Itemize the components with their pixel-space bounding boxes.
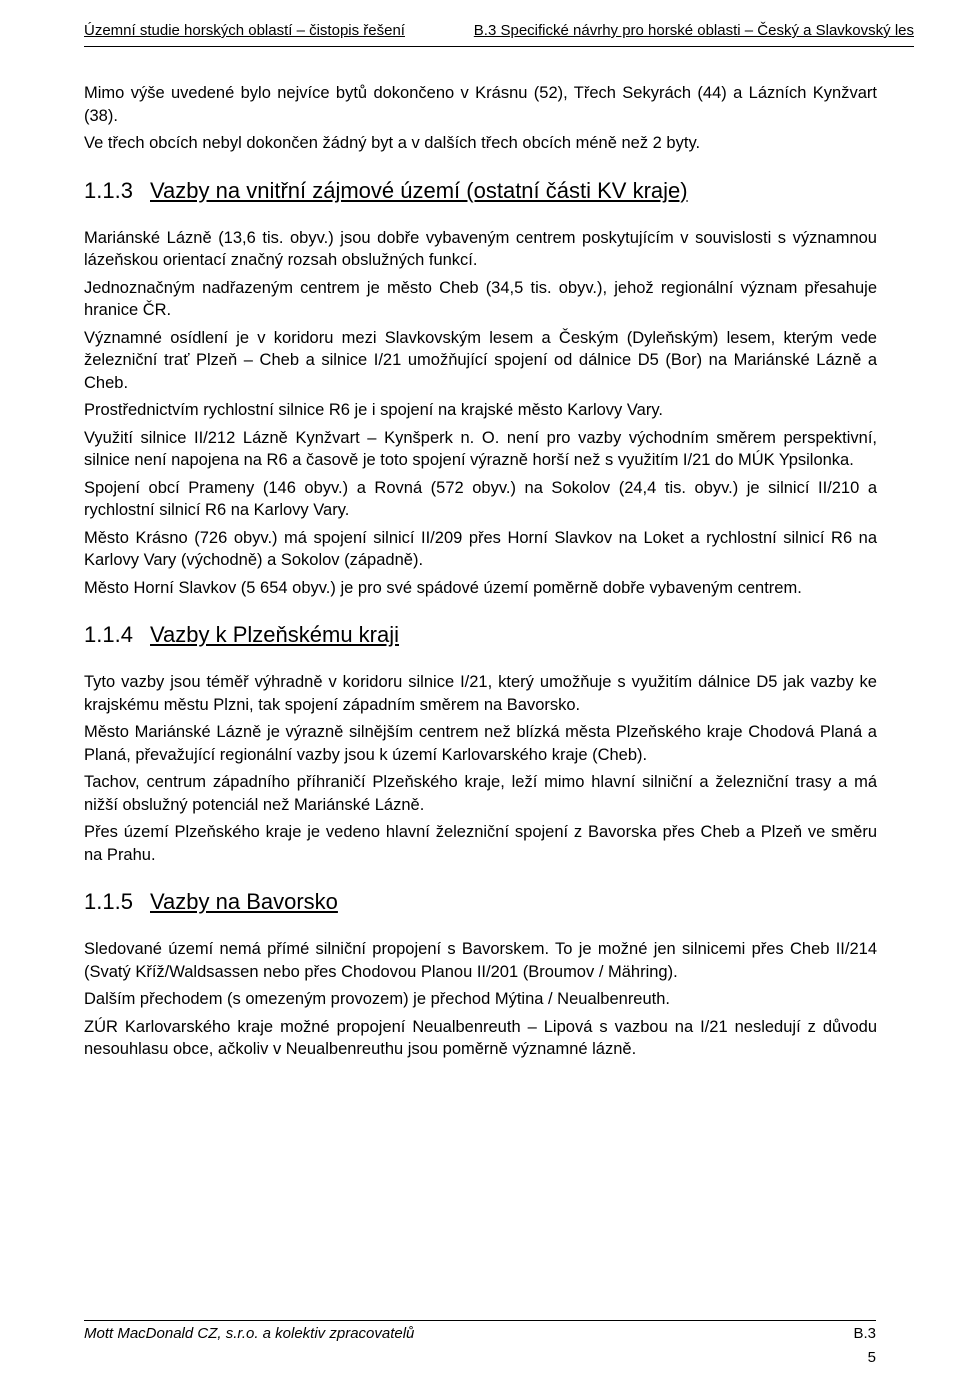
paragraph: Jednoznačným nadřazeným centrem je město Cheb (34,5 tis. obyv.), jehož regionální význam přesahuje hranice ČR. bbox=[84, 278, 877, 319]
paragraph: Dalším přechodem (s omezeným provozem) je přechod Mýtina / Neualbenreuth. bbox=[84, 990, 671, 1008]
section-heading-1-1-4 bbox=[84, 621, 877, 649]
header-left-title: Územní studie horských oblastí – čistopis řešení bbox=[84, 22, 405, 39]
main-content bbox=[84, 82, 877, 1066]
paragraph: Mimo výše uvedené bylo nejvíce bytů dokončeno v Krásnu (52), Třech Sekyrách (44) a Lázních Kynžvart (38). bbox=[84, 84, 877, 125]
section-heading-1-1-5 bbox=[84, 888, 877, 916]
header-divider bbox=[84, 46, 914, 47]
paragraph: Prostřednictvím rychlostní silnice R6 je i spojení na krajské město Karlovy Vary. bbox=[84, 401, 663, 419]
paragraph: Mariánské Lázně (13,6 tis. obyv.) jsou dobře vybaveným centrem poskytujícím v souvislosti s významnou lázeňskou orientací značný rozsah obslužných funkcí. bbox=[84, 228, 877, 269]
paragraph: Využití silnice II/212 Lázně Kynžvart – Kynšperk n. O. není pro vazby východním směrem perspektivní, silnice není napojena na R6 a časově je toto spojení výrazně horší než s využitím I/21 do MÚK Ypsilonka. bbox=[84, 428, 877, 469]
paragraph: ZÚR Karlovarského kraje možné propojení Neualbenreuth – Lipová s vazbou na I/21 nesledují z důvodu nesouhlasu obce, ačkoliv v Neualbenreuthu jsou poměrně významné lázně. bbox=[84, 1017, 877, 1058]
section-heading-1-1-3 bbox=[84, 177, 877, 205]
section-number: 1.1.3 bbox=[84, 177, 133, 203]
paragraph: Tyto vazby jsou téměř výhradně v koridoru silnice I/21, který umožňuje s využitím dálnice D5 jak vazby ke krajskému městu Plzni, tak spojení západním směrem na Bavorsko. bbox=[84, 673, 877, 714]
paragraph: Spojení obcí Prameny (146 obyv.) a Rovná (572 obyv.) na Sokolov (24,4 tis. obyv.) je silnicí II/210 a rychlostní silnicí R6 na Karlovy Vary. bbox=[84, 478, 877, 519]
paragraph: Město Horní Slavkov (5 654 obyv.) je pro své spádové území poměrně dobře vybaveným centrem. bbox=[84, 578, 802, 597]
section-title: Vazby na vnitřní zájmové území (ostatní části KV kraje) bbox=[150, 177, 688, 203]
page-number: 5 bbox=[867, 1349, 876, 1366]
running-header bbox=[84, 20, 914, 44]
footer-divider bbox=[84, 1320, 876, 1321]
paragraph: Ve třech obcích nebyl dokončen žádný byt a v dalších třech obcích méně než 2 byty. bbox=[84, 134, 701, 152]
header-right-title: B.3 Specifické návrhy pro horské oblasti – Český a Slavkovský les bbox=[473, 22, 914, 39]
section-number: 1.1.4 bbox=[84, 622, 133, 647]
paragraph: Tachov, centrum západního příhraničí Plzeňského kraje, leží mimo hlavní silniční a železniční trasy a má nižší obslužný potenciál než Mariánské Lázně. bbox=[84, 773, 877, 814]
paragraph: Významné osídlení je v koridoru mezi Slavkovským lesem a Českým (Dyleňským) lesem, kterým vede železniční trať Plzeň – Cheb a silnice I/21 umožňující spojení od dálnice D5 (Bor) na Mariánské Lázně a Cheb. bbox=[84, 328, 877, 392]
section-title: Vazby k Plzeňskému kraji bbox=[150, 622, 400, 647]
section-number: 1.1.5 bbox=[84, 889, 133, 914]
paragraph: Město Mariánské Lázně je výrazně silnějším centrem než blízká města Plzeňského kraje Chodová Planá a Planá, převažující regionální vazby jsou k území Karlovarského kraje (Cheb). bbox=[84, 723, 877, 764]
paragraph: Město Krásno (726 obyv.) má spojení silnicí II/209 přes Horní Slavkov na Loket a rychlostní silnicí R6 na Karlovy Vary (východně) a Sokolov (západně). bbox=[84, 528, 877, 569]
footer-author: Mott MacDonald CZ, s.r.o. a kolektiv zpracovatelů bbox=[84, 1325, 415, 1342]
section-title: Vazby na Bavorsko bbox=[150, 889, 338, 914]
paragraph: Přes území Plzeňského kraje je vedeno hlavní železniční spojení z Bavorska přes Cheb a Plzeň ve směru na Prahu. bbox=[84, 823, 877, 864]
footer-section: B.3 bbox=[853, 1325, 876, 1342]
paragraph: Sledované území nemá přímé silniční propojení s Bavorskem. To je možné jen silnicemi přes Cheb II/214 (Svatý Kříž/Waldsassen nebo přes Chodovou Planou II/201 (Broumov / Mähring). bbox=[84, 940, 877, 981]
